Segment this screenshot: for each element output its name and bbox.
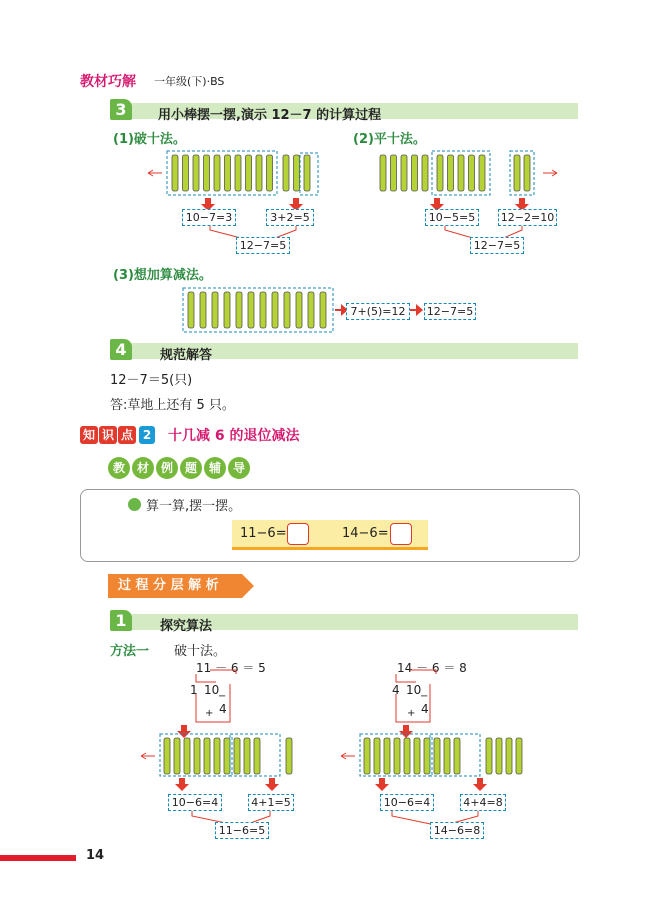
method2-eq-a: 10−5=5 [425, 209, 479, 226]
stick [184, 738, 190, 774]
analysis-banner: 过 程 分 层 解 析 [108, 574, 242, 598]
connector-line [410, 670, 436, 674]
stick [286, 738, 292, 774]
stick [212, 292, 218, 328]
stick [172, 155, 178, 191]
stick [246, 155, 252, 191]
stick [524, 155, 530, 191]
stick [224, 292, 230, 328]
stick [308, 292, 314, 328]
left-calc-split-b: 10 [204, 683, 220, 697]
example-banner [108, 457, 250, 479]
example-banner-char: 教 [108, 457, 130, 479]
book-subtitle: 一年级(下)·BS [154, 75, 225, 88]
arrow-left-icon [148, 170, 162, 176]
stick [422, 155, 428, 191]
stick [234, 738, 240, 774]
stick [188, 292, 194, 328]
stick [479, 155, 485, 191]
connector-line [210, 684, 230, 722]
example-q2: 14−6= [342, 526, 389, 541]
example-banner-char: 导 [228, 457, 250, 479]
stick [380, 155, 386, 191]
step3-title: 用小棒摆一摆,演示 12－7 的计算过程 [158, 108, 382, 123]
arrow-right-icon [543, 170, 557, 176]
stick [267, 155, 273, 191]
stick [194, 738, 200, 774]
left-eq-result: 11−6=5 [215, 822, 269, 839]
right-calc-split-b: 10 [406, 683, 422, 697]
right-eq-a: 10−6=4 [380, 794, 434, 811]
stick [260, 292, 266, 328]
stick [224, 738, 230, 774]
example-q1-answer-box[interactable] [287, 523, 309, 545]
stick [486, 738, 492, 774]
stick [401, 155, 407, 191]
example-banner-char: 例 [156, 457, 178, 479]
arrow-left-icon [141, 753, 155, 759]
stick [236, 292, 242, 328]
stick [254, 738, 260, 774]
left-calc-minus: − [218, 691, 227, 702]
step4-number: 4 [110, 339, 132, 360]
arrow-left-icon [341, 753, 355, 759]
method2-eq-b: 12−2=10 [498, 209, 557, 226]
stick [244, 738, 250, 774]
stick [496, 738, 502, 774]
stick [469, 155, 475, 191]
step3-number: 3 [110, 99, 132, 120]
right-calc-sub: 4 [421, 702, 429, 716]
stick [214, 738, 220, 774]
bullet-icon [128, 498, 141, 511]
stick [204, 738, 210, 774]
footer-bar [0, 855, 76, 861]
method-one-label: 方法一 [110, 644, 150, 659]
method1-eq-b: 3+2=5 [266, 209, 314, 226]
left-eq-b: 4+1=5 [248, 794, 294, 811]
stick [283, 155, 289, 191]
right-calc-minus: − [420, 691, 429, 702]
stick [284, 292, 290, 328]
stick [204, 155, 210, 191]
right-calc-plus: + [407, 708, 416, 719]
stick [514, 155, 520, 191]
stick [174, 738, 180, 774]
left-eq-a: 10−6=4 [168, 794, 222, 811]
connector-line [210, 670, 236, 674]
stick [516, 738, 522, 774]
method1-eq-a: 10−7=3 [182, 209, 236, 226]
group-box [510, 151, 534, 195]
left-calc-plus: + [205, 708, 214, 719]
stick [412, 155, 418, 191]
stick [448, 155, 454, 191]
method3-eq-a: 7+(5)=12 [346, 303, 410, 320]
method3-label: (3)想加算减法。 [113, 268, 212, 283]
left-calc-split-a: 1 [190, 683, 198, 697]
stick [164, 738, 170, 774]
method3-eq-b: 12−7=5 [424, 303, 476, 320]
left-calc-sub: 4 [219, 702, 227, 716]
stick [225, 155, 231, 191]
answer-sentence: 答:草地上还有 5 只。 [110, 398, 235, 413]
stick [248, 292, 254, 328]
stick [294, 155, 300, 191]
step4-title: 规范解答 [160, 348, 213, 363]
arrow-down-icon [177, 725, 191, 738]
right-eq-b: 4+4=8 [460, 794, 506, 811]
left-calc-diagram [140, 660, 310, 840]
right-eq-result: 14−6=8 [430, 822, 484, 839]
connector-line [410, 684, 430, 722]
connector-line [396, 694, 410, 722]
answer-equation: 12－7＝5(只) [110, 373, 193, 388]
book-title: 教材巧解 [80, 74, 136, 90]
stick [364, 738, 370, 774]
example-prompt: 算一算,摆一摆。 [146, 499, 242, 514]
arrow-down-icon [375, 778, 389, 791]
stick [384, 738, 390, 774]
arrow-down-icon [399, 725, 413, 738]
stick [256, 155, 262, 191]
step1-number: 1 [110, 610, 132, 631]
knowledge-char-1: 知 [80, 426, 98, 444]
stick [272, 292, 278, 328]
stick [394, 738, 400, 774]
arrow-down-icon [473, 778, 487, 791]
stick [391, 155, 397, 191]
stick [414, 738, 420, 774]
step1-title: 探究算法 [160, 619, 213, 634]
stick [183, 155, 189, 191]
method2-eq-result: 12−7=5 [470, 237, 524, 254]
right-calc-split-a: 4 [392, 683, 400, 697]
stick [214, 155, 220, 191]
stick [437, 155, 443, 191]
stick [424, 738, 430, 774]
stick [193, 155, 199, 191]
page-number: 14 [86, 848, 105, 863]
right-calc-diagram [340, 660, 530, 840]
knowledge-number: 2 [139, 426, 155, 444]
stick [434, 738, 440, 774]
connector-line [196, 694, 210, 722]
method1-eq-result: 12−7=5 [236, 237, 290, 254]
example-q1: 11−6= [240, 526, 287, 541]
stick [304, 155, 310, 191]
stick [296, 292, 302, 328]
right-calc-top: 14 － 6 ＝ 8 [397, 661, 467, 675]
example-banner-char: 题 [180, 457, 202, 479]
knowledge-char-2: 识 [99, 426, 117, 444]
stick [235, 155, 241, 191]
stick [404, 738, 410, 774]
stick [458, 155, 464, 191]
method2-label: (2)平十法。 [353, 132, 426, 147]
stick [444, 738, 450, 774]
example-banner-char: 材 [132, 457, 154, 479]
left-calc-top: 11 － 6 ＝ 5 [196, 661, 266, 675]
stick [320, 292, 326, 328]
connector-line [196, 674, 216, 682]
stick [506, 738, 512, 774]
arrow-down-icon [175, 778, 189, 791]
arrow-right-icon [410, 304, 423, 316]
method1-label: (1)破十法。 [113, 132, 186, 147]
connector-line [396, 674, 416, 682]
stick [200, 292, 206, 328]
method-one-desc: 破十法。 [174, 644, 227, 659]
example-banner-char: 辅 [204, 457, 226, 479]
arrow-down-icon [265, 778, 279, 791]
example-q2-answer-box[interactable] [390, 523, 412, 545]
stick [454, 738, 460, 774]
stick [374, 738, 380, 774]
knowledge-title: 十几减 6 的退位减法 [168, 428, 300, 444]
knowledge-char-3: 点 [118, 426, 136, 444]
